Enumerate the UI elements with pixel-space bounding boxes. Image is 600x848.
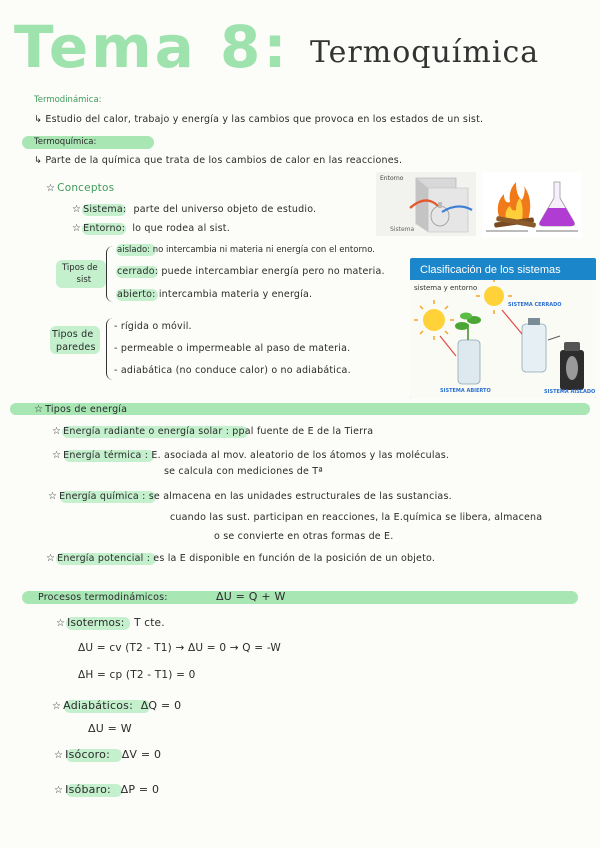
star-icon: ☆ (34, 404, 44, 415)
star-icon: ☆ (46, 553, 56, 564)
procesos-formula: ΔU = Q + W (216, 590, 286, 603)
termodinamica-heading: Termodinámica: (34, 95, 102, 105)
star-icon: ☆ (72, 223, 82, 234)
entorno-line: ☆ Entorno: lo que rodea al sist. (72, 223, 230, 234)
isobaro-line: ☆ Isóbaro: ΔP = 0 (54, 783, 160, 796)
pared-item: - adiabática (no conduce calor) o no adiabática. (114, 365, 351, 376)
brace-paredes (106, 318, 113, 380)
sistema-line: ☆ Sistema: parte del universo objeto de estudio. (72, 204, 317, 215)
energia-quimica-line2: cuando las sust. participan en reacciones, la E.química se libera, almacena (170, 512, 543, 523)
star-icon: ☆ (48, 491, 58, 502)
pared-item: - permeable o impermeable al paso de materia. (114, 343, 351, 354)
termodinamica-definition: ↳ Estudio del calor, trabajo y energía y las cambios que provoca en los estados de un sist. (34, 114, 484, 125)
star-icon: ☆ (72, 204, 82, 215)
star-icon: ☆ (52, 450, 62, 461)
energia-quimica: ☆ Energía química : se almacena en las unidades estructurales de las sustancias. (48, 491, 452, 502)
tipos-energia-heading: ☆ Tipos de energía (34, 404, 128, 415)
star-icon: ☆ (54, 785, 64, 796)
sistema-abierto-label: SISTEMA ABIERTO (440, 388, 491, 394)
star-icon: ☆ (52, 701, 62, 712)
energia-termica: ☆ Energía térmica : E. asociada al mov. aleatorio de los átomos y las moléculas. (52, 450, 450, 461)
isotermos-eq1: ΔU = cv (T2 - T1) → ΔU = 0 → Q = -W (78, 642, 281, 654)
sistema-aislado-label: SISTEMA AISLADO (544, 389, 596, 395)
star-icon: ☆ (56, 618, 66, 629)
adiabaticos-line: ☆ Adiabáticos: ΔQ = 0 (52, 699, 182, 712)
clasificacion-sistemas-image (410, 258, 596, 398)
tipo-cerrado: cerrado: puede intercambiar energía pero no materia. (117, 266, 385, 277)
star-icon: ☆ (52, 426, 62, 437)
page-title: Tema 8: (14, 13, 290, 81)
clasificacion-title: Clasificación de los sistemas (420, 264, 561, 276)
fire-flask-image (482, 172, 582, 238)
arrow-icon: ↳ (34, 114, 46, 125)
page-subtitle: Termoquímica (310, 35, 540, 70)
tipos-paredes-label: Tipos de paredes (52, 329, 96, 353)
tipos-sist-label: Tipos de sist (62, 263, 98, 285)
termoquimica-heading: Termoquímica: (34, 137, 97, 147)
adiabaticos-eq: ΔU = W (88, 722, 132, 735)
arrow-icon: ↳ (34, 155, 46, 166)
tipo-aislado: aislado: no intercambia ni materia ni energía con el entorno. (117, 245, 375, 255)
sistema-cerrado-label: SISTEMA CERRADO (508, 302, 562, 308)
energia-potencial: ☆ Energía potencial : es la E disponible en función de la posición de un objeto. (46, 553, 436, 564)
brace-sist (106, 246, 113, 302)
isotermos-eq2: ΔH = cp (T2 - T1) = 0 (78, 669, 196, 681)
procesos-heading: Procesos termodinámicos: (38, 592, 168, 603)
conceptos-heading: ☆ Conceptos (46, 182, 115, 194)
star-icon: ☆ (54, 750, 64, 761)
clasificacion-body (410, 280, 596, 398)
entorno-label: Entorno (380, 175, 404, 182)
energia-radiante: ☆ Energía radiante o energía solar : ppal fuente de E de la Tierra (52, 426, 374, 437)
energia-termica-line2: se calcula con mediciones de Tª (164, 466, 323, 477)
energia-quimica-line3: o se convierte en otras formas de E. (214, 531, 394, 542)
star-icon: ☆ (46, 183, 56, 194)
termoquimica-definition: ↳ Parte de la química que trata de los cambios de calor en las reacciones. (34, 155, 403, 166)
sistema-entorno-image (376, 172, 476, 236)
isotermos-line: ☆ Isotermos: T cte. (56, 617, 165, 629)
isocoro-line: ☆ Isócoro: ΔV = 0 (54, 748, 162, 761)
clasificacion-subtitle: sistema y entorno (414, 284, 478, 292)
pared-item: - rígida o móvil. (114, 321, 192, 332)
sistema-label: Sistema (390, 226, 415, 233)
tipo-abierto: abierto: intercambia materia y energía. (117, 289, 313, 300)
